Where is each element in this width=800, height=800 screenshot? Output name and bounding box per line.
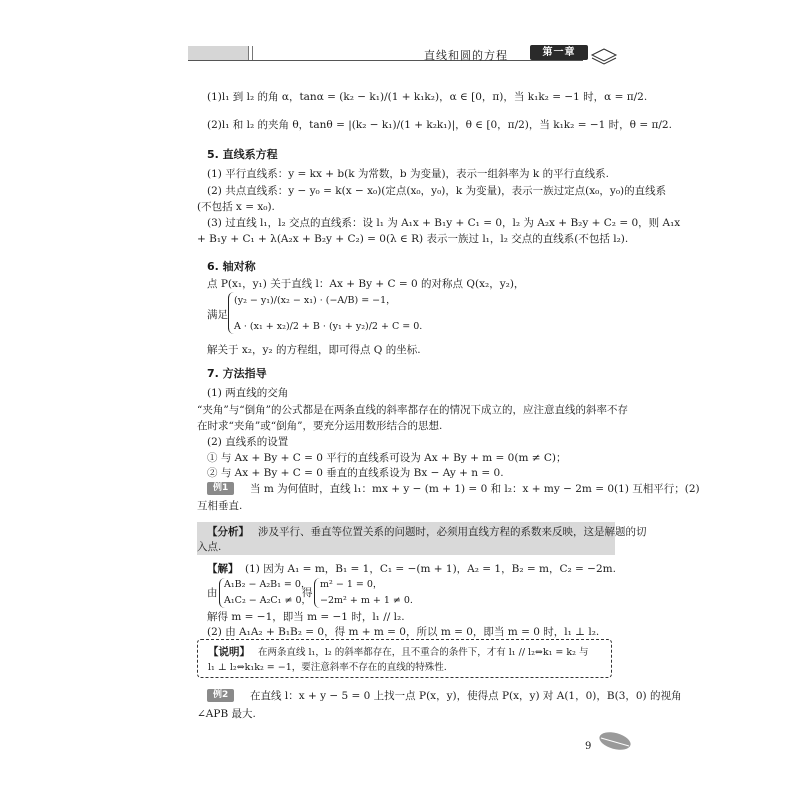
solution-equation-2: −2m² + m + 1 ≠ 0. [320, 595, 413, 606]
solution-condition-1: A₁B₂ − A₂B₁ = 0， [224, 579, 311, 590]
header-divider [248, 46, 249, 60]
analysis-text-cont: 入点. [197, 541, 222, 553]
s6-equation-1: (y₂ − y₁)/(x₂ − x₁) · (−A/B) = −1， [234, 295, 396, 306]
note-text: 在两条直线 l₁，l₂ 的斜率都存在，且不重合的条件下，才有 l₁ // l₂⇔k₁ = k₂ 与 [258, 647, 589, 658]
solution-de: 得 [302, 587, 313, 599]
s5-paragraph-2: (2) 共点直线系：y − y₀ = k(x − x₀)(定点(x₀，y₀)，k 为变量)，表示一族过定点(x₀，y₀)的直线系 [207, 185, 667, 197]
header-decoration-bar [188, 46, 248, 60]
analysis-text: 涉及平行、垂直等位置关系的问题时，必须用直线方程的系数来反映，这是解题的切 [258, 526, 647, 538]
header-rule [188, 60, 583, 61]
angle-formula-1: (1)l₁ 到 l₂ 的角 α，tanα = (k₂ − k₁)/(1 + k₁k₂)，α ∈ [0，π)，当 k₁k₂ = −1 时，α = π/2. [207, 91, 648, 103]
s5-paragraph-3-cont: + B₁y + C₁ + λ(A₂x + B₂y + C₂) = 0(λ ∈ R) 表示一族过 l₁，l₂ 交点的直线系(不包括 l₂). [197, 233, 629, 245]
s7-paragraph-1-cont: 在时求“夹角”或“倒角”，要充分运用数形结合的思想. [197, 420, 443, 432]
s6-satisfy-label: 满足 [207, 309, 228, 321]
solution-line-4: (2) 由 A₁A₂ + B₁B₂ = 0，得 m + m = 0，所以 m = 0，即当 m = 0 时，l₁ ⊥ l₂. [207, 626, 600, 638]
example-2-question: 在直线 l：x + y − 5 = 0 上找一点 P(x，y)，使得点 P(x，y) 对 A(1，0)，B(3，0) 的视角 [250, 690, 682, 702]
analysis-label: 【分析】 [207, 526, 249, 538]
s5-paragraph-3: (3) 过直线 l₁，l₂ 交点的直线系：设 l₁ 为 A₁x + B₁y + C₁ = 0，l₂ 为 A₂x + B₂y + C₂ = 0，则 A₁x [207, 217, 681, 229]
solution-equation-1: m² − 1 = 0， [320, 579, 383, 590]
header-divider [252, 46, 253, 60]
example-2-tag: 例2 [207, 689, 234, 702]
s7-subheading-2: (2) 直线系的设置 [207, 436, 289, 448]
section-6-heading: 6. 轴对称 [207, 260, 256, 273]
example-2-question-cont: ∠APB 最大. [197, 708, 256, 720]
example-1-tag: 例1 [207, 482, 234, 495]
chapter-badge: 第一章 [530, 45, 588, 60]
s7-case-1: ① 与 Ax + By + C = 0 平行的直线系可设为 Ax + By + m = 0(m ≠ C)； [207, 452, 567, 464]
solution-label: 【解】 [207, 563, 239, 575]
s6-equation-2: A · (x₁ + x₂)/2 + B · (y₁ + y₂)/2 + C = 0. [234, 321, 423, 332]
section-5-heading: 5. 直线系方程 [207, 148, 278, 161]
page-number: 9 [585, 741, 592, 752]
section-7-heading: 7. 方法指导 [207, 367, 267, 380]
s7-case-2: ② 与 Ax + By + C = 0 垂直的直线系设为 Bx − Ay + n = 0. [207, 467, 504, 479]
solution-you: 由 [207, 587, 218, 599]
example-1-question-cont: 互相垂直. [197, 500, 243, 512]
s7-paragraph-1: “夹角”与“倒角”的公式都是在两条直线的斜率都存在的情况下成立的，应注意直线的斜率不存 [197, 404, 628, 416]
s6-intro: 点 P(x₁，y₁) 关于直线 l：Ax + By + C = 0 的对称点 Q(x₂，y₂)， [207, 278, 525, 290]
angle-formula-2: (2)l₁ 和 l₂ 的夹角 θ，tanθ = |(k₂ − k₁)/(1 + k₂k₁)|，θ ∈ [0，π/2)，当 k₁k₂ = −1 时，θ = π/2. [207, 119, 672, 131]
note-text-cont: l₁ ⊥ l₂⇔k₁k₂ = −1，要注意斜率不存在的直线的特殊性. [208, 662, 447, 673]
s5-paragraph-2-cont: (不包括 x = x₀). [197, 201, 275, 213]
solution-line-3: 解得 m = −1，即当 m = −1 时，l₁ // l₂. [207, 611, 405, 623]
solution-line-1: (1) 因为 A₁ = m，B₁ = 1，C₁ = −(m + 1)，A₂ = 1，B₂ = m，C₂ = −2m. [245, 563, 616, 575]
leaf-decoration-icon [597, 730, 633, 752]
note-label: 【说明】 [208, 646, 250, 658]
s5-paragraph-1: (1) 平行直线系：y = kx + b(k 为常数，b 为变量)，表示一组斜率为 k 的平行直线系. [207, 168, 609, 180]
solution-condition-2: A₁C₂ − A₂C₁ ≠ 0， [224, 595, 312, 606]
running-title: 直线和圆的方程 [424, 49, 508, 62]
s7-subheading-1: (1) 两直线的交角 [207, 387, 289, 399]
book-stack-icon [590, 43, 618, 65]
example-1-question: 当 m 为何值时，直线 l₁：mx + y − (m + 1) = 0 和 l₂：x + my − 2m = 0(1) 互相平行；(2) [250, 483, 700, 495]
s6-solve-note: 解关于 x₂，y₂ 的方程组，即可得点 Q 的坐标. [207, 344, 421, 356]
